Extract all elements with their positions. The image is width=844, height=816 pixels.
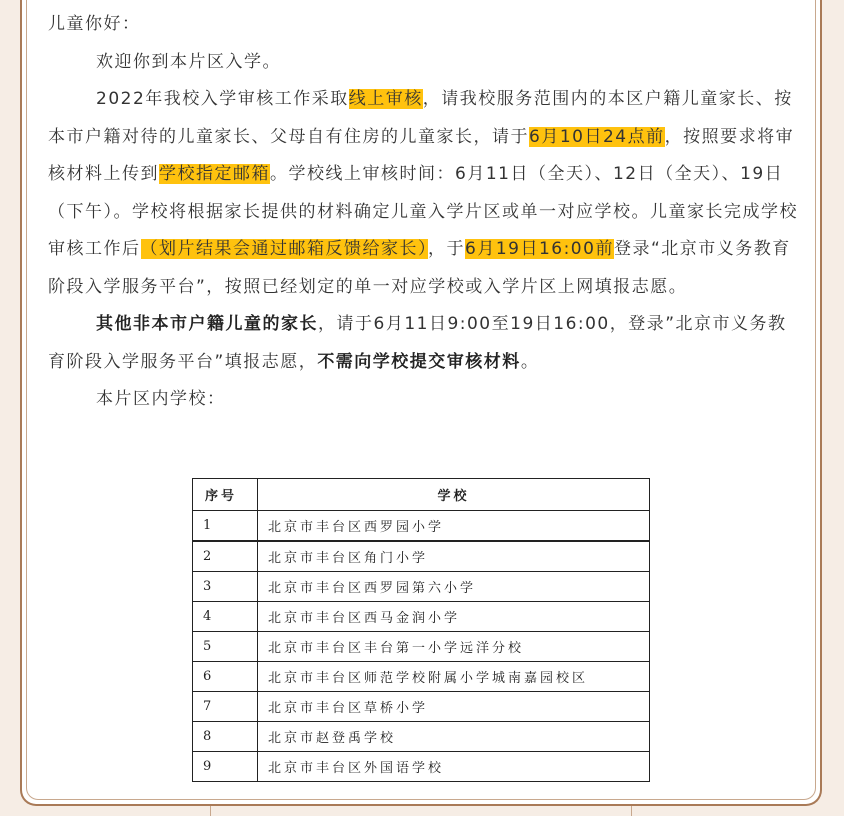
row-index: 9 bbox=[193, 752, 258, 782]
table-row bbox=[193, 602, 650, 632]
row-index: 1 bbox=[193, 511, 258, 542]
row-index: 2 bbox=[193, 541, 258, 572]
p1-text-5: ，于 bbox=[428, 239, 465, 259]
p1-text-1: 2022年我校入学审核工作采取 bbox=[96, 89, 349, 109]
row-school-name: 北京市丰台区西罗园第六小学 bbox=[258, 572, 650, 602]
table-row bbox=[193, 541, 650, 572]
header-school: 学校 bbox=[258, 479, 650, 511]
row-school-name: 北京市丰台区西罗园小学 bbox=[258, 511, 650, 542]
non-local-paragraph bbox=[48, 306, 798, 381]
row-school-name: 北京市丰台区西马金润小学 bbox=[258, 602, 650, 632]
row-school-name: 北京市丰台区草桥小学 bbox=[258, 692, 650, 722]
table-row bbox=[193, 632, 650, 662]
row-index: 7 bbox=[193, 692, 258, 722]
bold-no-materials: 不需向学校提交审核材料 bbox=[317, 351, 521, 372]
p1-text-2: ，请我校服务范围内的本区户籍儿童家长、按本市户籍对待的儿童家长、父母自有住房的儿童家长，请于 bbox=[48, 89, 793, 147]
admission-review-paragraph bbox=[48, 81, 798, 306]
welcome-line: 欢迎你到本片区入学。 bbox=[96, 51, 281, 72]
row-index: 4 bbox=[193, 602, 258, 632]
highlight-school-email: 学校指定邮箱 bbox=[159, 164, 270, 184]
row-school-name: 北京市丰台区师范学校附属小学城南嘉园校区 bbox=[258, 662, 650, 692]
table-row bbox=[193, 722, 650, 752]
highlight-email-feedback: （划片结果会通过邮箱反馈给家长） bbox=[140, 239, 428, 259]
row-school-name: 北京市丰台区外国语学校 bbox=[258, 752, 650, 782]
table-row bbox=[193, 662, 650, 692]
frame-rail-left bbox=[210, 806, 211, 816]
schools-table bbox=[192, 478, 650, 782]
article-body bbox=[48, 6, 798, 419]
p1-text-4: 。学校线上审核时间：6月11日（全天）、12日（全天）、19日（下午）。学校将根据家长提供的材料确定儿童入学片区或单一对应学校。儿童家长完成学校审核工作后 bbox=[48, 164, 798, 259]
bold-non-local-parents: 其他非本市户籍儿童的家长 bbox=[96, 314, 318, 334]
table-row bbox=[193, 511, 650, 542]
highlight-platform-deadline: 6月19日16:00前 bbox=[465, 239, 614, 259]
row-index: 5 bbox=[193, 632, 258, 662]
row-school-name: 北京市赵登禹学校 bbox=[258, 722, 650, 752]
row-school-name: 北京市丰台区角门小学 bbox=[258, 541, 650, 572]
p1-text-3: ，按照要求将审核材料上传到 bbox=[48, 126, 795, 184]
highlight-online-review: 线上审核 bbox=[348, 89, 423, 109]
frame-rail-right bbox=[631, 806, 632, 816]
greeting: 儿童你好： bbox=[48, 14, 141, 34]
table-header-row bbox=[193, 479, 650, 511]
p2-text-2: 。 bbox=[520, 351, 540, 372]
header-index: 序号 bbox=[193, 479, 258, 511]
table-row bbox=[193, 752, 650, 782]
schools-intro: 本片区内学校： bbox=[96, 389, 226, 409]
p2-text-1: ，请于6月11日9:00至19日16:00，登录”北京市义务教育阶段入学服务平台”填报志愿， bbox=[48, 314, 787, 372]
row-index: 3 bbox=[193, 572, 258, 602]
table-row bbox=[193, 572, 650, 602]
row-index: 6 bbox=[193, 662, 258, 692]
highlight-deadline: 6月10日24点前 bbox=[529, 126, 665, 147]
row-school-name: 北京市丰台区丰台第一小学远洋分校 bbox=[258, 632, 650, 662]
row-index: 8 bbox=[193, 722, 258, 752]
table-row bbox=[193, 692, 650, 722]
p1-text-6: 登录“北京市义务教育阶段入学服务平台”，按照已经划定的单一对应学校或入学片区上网填报志愿。 bbox=[48, 239, 791, 297]
